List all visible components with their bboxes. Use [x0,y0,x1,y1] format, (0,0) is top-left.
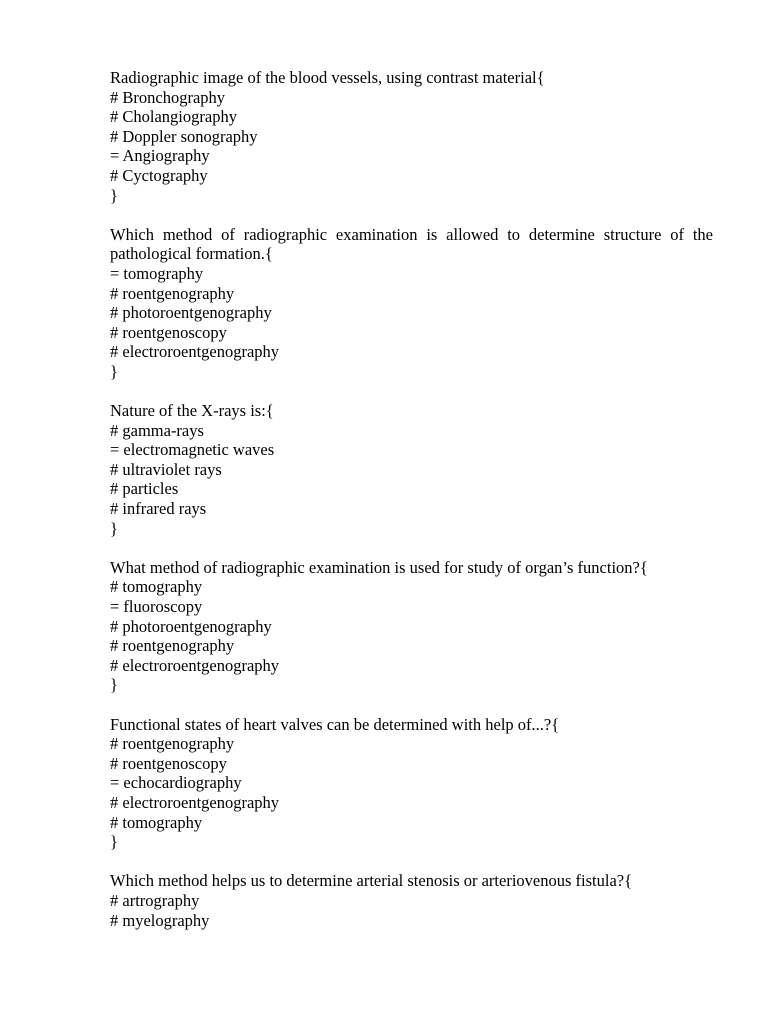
answer-option: = tomography [110,263,204,283]
closing-brace: } [110,675,118,695]
answer-option: # roentgenography [110,636,235,656]
answer-option: = echocardiography [110,773,242,793]
question-block [110,68,713,205]
question-text: Nature of the X-rays is:{ [110,401,274,421]
answer-option: # Doppler sonography [110,126,258,146]
document-page [110,68,713,950]
question-text: What method of radiographic examination is used for study of organ’s function?{ [110,557,648,577]
answer-option: = electromagnetic waves [110,440,275,460]
answer-option: # electroroentgenography [110,655,280,675]
closing-brace: } [110,832,118,852]
answer-option: # ultraviolet rays [110,459,222,479]
answer-option: # roentgenography [110,283,235,303]
question-block [110,225,713,382]
answer-option: = fluoroscopy [110,597,203,617]
question-block [110,558,713,695]
answer-option: # photoroentgenography [110,303,272,323]
question-block [110,715,713,852]
answer-option: # infrared rays [110,499,207,519]
question-text: Which method of radiographic examination is allowed to determine structure of the pathological formation.{ [110,224,713,264]
answer-option: # photoroentgenography [110,616,272,636]
answer-option: # roentgenography [110,734,235,754]
answer-option: # roentgenoscopy [110,322,227,342]
answer-option: # Cholangiography [110,107,237,127]
answer-option: # electroroentgenography [110,792,280,812]
question-block [110,871,713,930]
question-block [110,401,713,538]
question-text: Radiographic image of the blood vessels, using contrast material{ [110,68,545,87]
answer-option: # particles [110,479,179,499]
question-text: Which method helps us to determine arterial stenosis or arteriovenous fistula?{ [110,871,633,891]
closing-brace: } [110,185,118,205]
answer-option: # myelography [110,910,210,930]
answer-option: # Cyctography [110,165,208,185]
answer-option: = Angiography [110,146,210,166]
closing-brace: } [110,361,118,381]
answer-option: # tomography [110,812,203,832]
question-text: Functional states of heart valves can be determined with help of...?{ [110,714,560,734]
closing-brace: } [110,518,118,538]
answer-option: # Bronchography [110,87,226,107]
answer-option: # artrography [110,890,200,910]
answer-option: # roentgenoscopy [110,753,227,773]
answer-option: # tomography [110,577,203,597]
answer-option: # gamma-rays [110,420,204,440]
answer-option: # electroroentgenography [110,342,280,362]
